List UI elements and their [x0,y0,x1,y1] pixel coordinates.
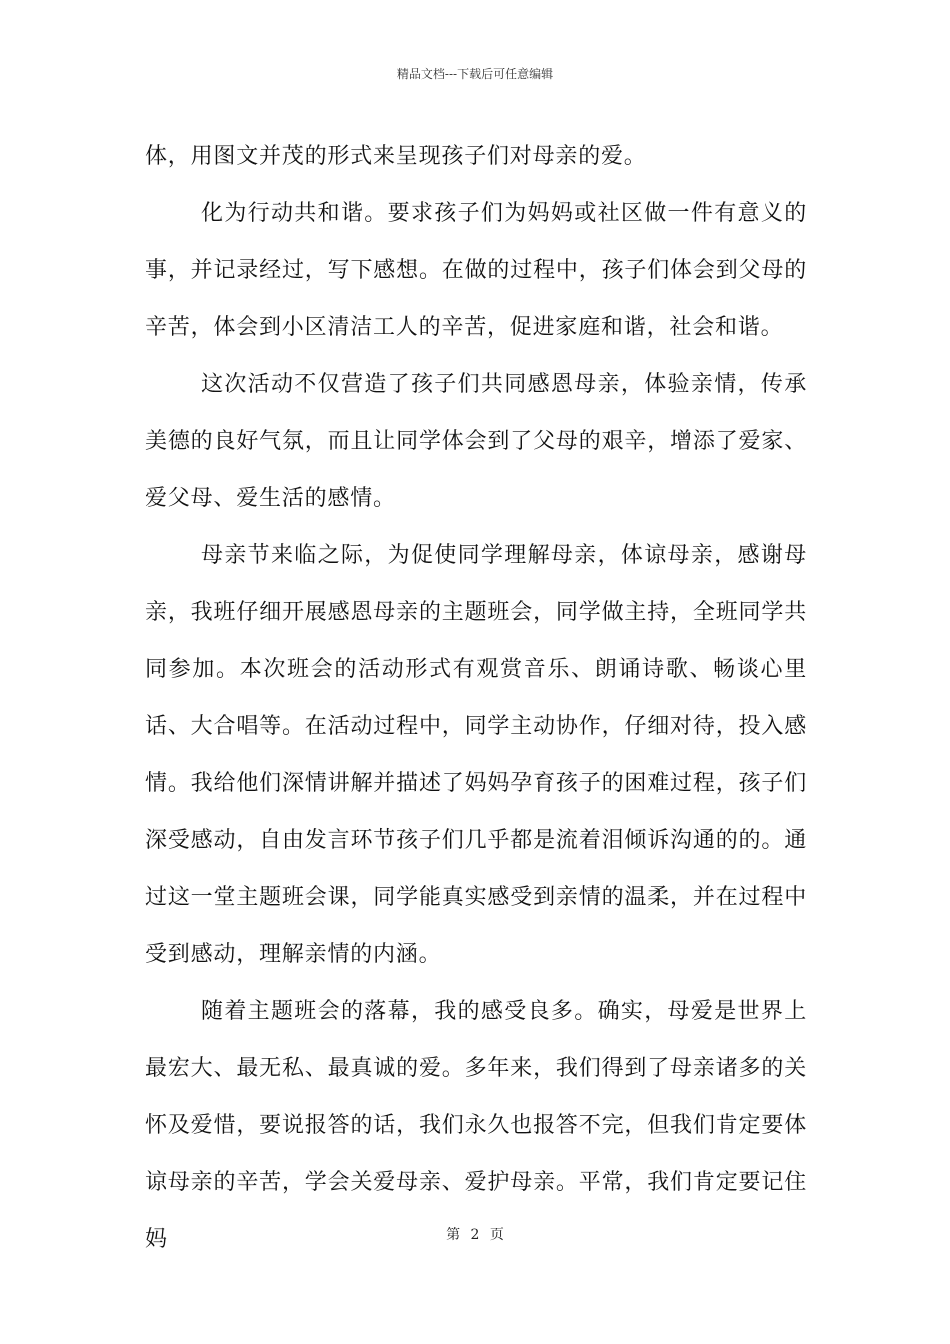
page-footer [0,1226,950,1244]
paragraph: 母亲节来临之际，为促使同学理解母亲，体谅母亲，感谢母亲，我班仔细开展感恩母亲的主题班会，同学做主持，全班同学共同参加。本次班会的活动形式有观赏音乐、朗诵诗歌、畅谈心里话、大合唱等。在活动过程中，同学主动协作，仔细对待，投入感情。我给他们深情讲解并描述了妈妈孕育孩子的困难过程，孩子们深受感动，自由发言环节孩子们几乎都是流着泪倾诉沟通的的。通过这一堂主题班会课，同学能真实感受到亲情的温柔，并在过程中受到感动，理解亲情的内涵。 [145,543,807,967]
page-header: 精品文档---下载后可任意编辑 [396,67,554,81]
page-number: 2 [470,1227,480,1243]
page-label-prefix: 第 [446,1227,461,1243]
paragraph: 这次活动不仅营造了孩子们共同感恩母亲，体验亲情，传承美德的良好气氛，而且让同学体会到了父母的艰辛，增添了爱家、爱父母、爱生活的感情。 [145,372,807,511]
paragraph: 化为行动共和谐。要求孩子们为妈妈或社区做一件有意义的事，并记录经过，写下感想。在做的过程中，孩子们体会到父母的辛苦，体会到小区清洁工人的辛苦，促进家庭和谐，社会和谐。 [145,201,807,340]
document-body [145,128,807,1268]
page-label-suffix: 页 [489,1227,504,1243]
paragraph: 随着主题班会的落幕，我的感受良多。确实，母爱是世界上最宏大、最无私、最真诚的爱。多年来，我们得到了母亲诸多的关怀及爱惜，要说报答的话，我们永久也报答不完，但我们肯定要体谅母亲的辛苦，学会关爱母亲、爱护母亲。平常，我们肯定要记住妈 [145,999,807,1252]
paragraph-continuation: 体，用图文并茂的形式来呈现孩子们对母亲的爱。 [145,144,647,169]
